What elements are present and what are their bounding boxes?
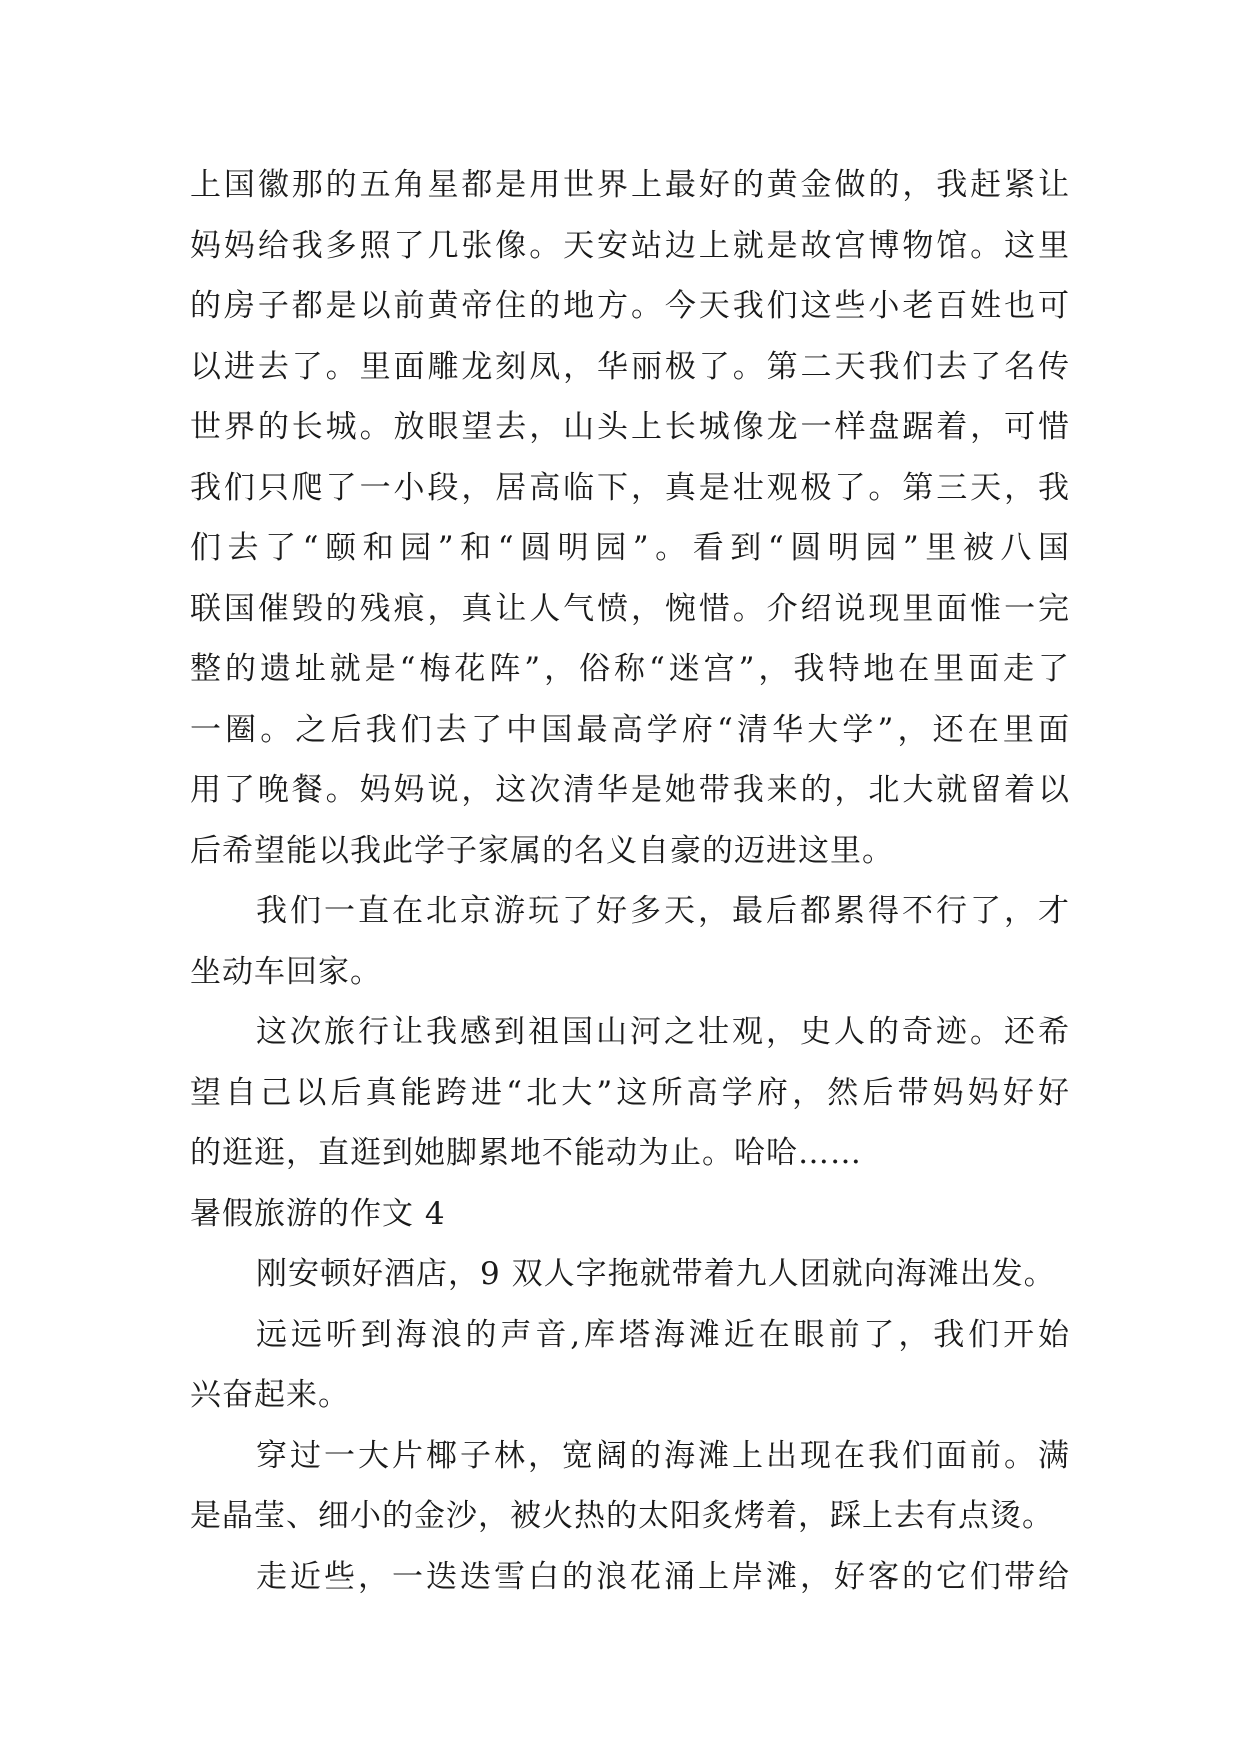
text-line: 望自己以后真能跨进“北大”这所高学府，然后带妈妈好好 bbox=[190, 1074, 1070, 1111]
text-line: 以进去了。里面雕龙刻凤，华丽极了。第二天我们去了名传 bbox=[190, 348, 1070, 385]
text-line: 坐动车回家。 bbox=[190, 953, 382, 990]
section-heading: 暑假旅游的作文 4 bbox=[190, 1195, 446, 1232]
text-line: 是晶莹、细小的金沙，被火热的太阳炙烤着，踩上去有点烫。 bbox=[190, 1498, 1054, 1534]
text-line: 这次旅行让我感到祖国山河之壮观，史人的奇迹。还希 bbox=[256, 1014, 1070, 1050]
text-line: 穿过一大片椰子林，宽阔的海滩上出现在我们面前。满 bbox=[256, 1437, 1070, 1474]
text-line: 一圈。之后我们去了中国最高学府“清华大学”，还在里面 bbox=[190, 711, 1070, 748]
text-line: 们去了“颐和园”和“圆明园”。看到“圆明园”里被八国 bbox=[190, 530, 1070, 566]
text-line: 兴奋起来。 bbox=[190, 1377, 350, 1413]
text-line: 走近些，一迭迭雪白的浪花涌上岸滩，好客的它们带给 bbox=[256, 1558, 1070, 1595]
text-line: 联国催毁的残痕，真让人气愤，惋惜。介绍说现里面惟一完 bbox=[190, 590, 1070, 627]
text-line: 世界的长城。放眼望去，山头上长城像龙一样盘踞着，可惜 bbox=[190, 409, 1070, 445]
text-line: 妈妈给我多照了几张像。天安站边上就是故宫博物馆。这里 bbox=[190, 227, 1070, 264]
text-line: 我们只爬了一小段，居高临下，真是壮观极了。第三天，我 bbox=[190, 469, 1070, 506]
text-line: 上国徽那的五角星都是用世界上最好的黄金做的，我赶紧让 bbox=[190, 167, 1070, 203]
text-line: 的房子都是以前黄帝住的地方。今天我们这些小老百姓也可 bbox=[190, 288, 1070, 324]
text-line: 后希望能以我此学子家属的名义自豪的迈进这里。 bbox=[190, 832, 894, 869]
text-line: 整的遗址就是“梅花阵”，俗称“迷宫”，我特地在里面走了 bbox=[190, 651, 1070, 687]
text-line: 用了晚餐。妈妈说，这次清华是她带我来的，北大就留着以 bbox=[190, 772, 1070, 808]
text-line: 我们一直在北京游玩了好多天，最后都累得不行了，才 bbox=[256, 893, 1070, 929]
text-line: 远远听到海浪的声音,库塔海滩近在眼前了，我们开始 bbox=[256, 1316, 1070, 1353]
text-line: 刚安顿好酒店，9 双人字拖就带着九人团就向海滩出发。 bbox=[256, 1256, 1056, 1292]
document-body bbox=[190, 155, 1070, 1607]
text-line: 的逛逛，直逛到她脚累地不能动为止。哈哈…… bbox=[190, 1135, 862, 1171]
